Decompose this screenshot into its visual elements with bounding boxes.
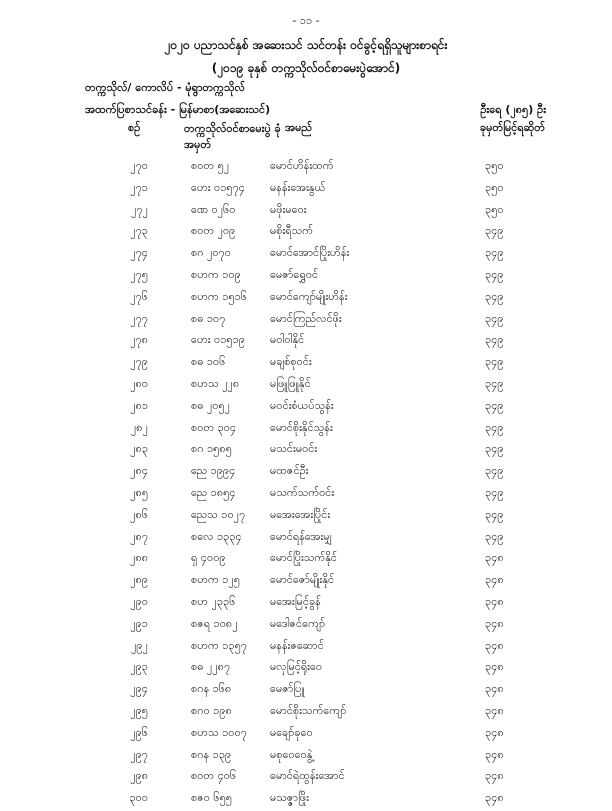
row-no: ၂၈၂ (130, 420, 148, 434)
row-name: မချော်ခုဝေ (270, 725, 313, 739)
row-name: မောင်ရန်အေးမျှ (270, 529, 332, 543)
course-line: အထက်ပြစာသင်ခန်း - မြန်မာစာ(အဆေးသင်) (85, 103, 271, 116)
row-roll-number: စဟသ ၁၀၀၇ (191, 725, 247, 739)
table-row (0, 789, 612, 811)
header-roll-number: တက္ကသိုလ်ဝင်စာမေးပွဲ ခုံအမှတ် (184, 122, 281, 151)
row-no: ၃၀၀ (129, 791, 148, 805)
row-roll-number: စဂ ၁၅၈၅ (191, 442, 232, 456)
row-score: ၃၄၉ (485, 507, 504, 521)
row-roll-number: စဓ ၂၂၈၇ (191, 660, 231, 674)
table-row (0, 310, 612, 332)
row-roll-number: စဂန ၁၆၈ (191, 682, 232, 696)
row-name: မသင်းမဝင်း (270, 442, 318, 456)
row-name: မေဇာ်ရွှေဝင် (270, 267, 319, 281)
row-name: မလှမြင့်ရိုးဝေ (270, 660, 323, 674)
row-score: ၃၄၉ (485, 485, 504, 499)
row-roll-number: ညေ ၁၉၉၄ (191, 464, 236, 478)
row-score: ၃၄၈ (485, 703, 504, 717)
row-name: မောင်ဇော်မျိုးနိုင် (270, 573, 335, 587)
header-score: ခုမှတ်မြင့်ရဆိုတ် (479, 121, 545, 134)
row-score: ၃၄၉ (485, 442, 504, 456)
row-score: ၃၄၈ (485, 660, 504, 674)
table-row (0, 157, 612, 179)
row-no: ၂၇၃ (130, 224, 148, 238)
table-row (0, 549, 612, 571)
row-name: မောင်ဟိန်းထက် (270, 159, 334, 172)
row-name: မဝါဝါနိုင် (270, 333, 305, 347)
table-row (0, 244, 612, 266)
document-subtitle: (၂၀၁၉ ခုနှစ် တက္ကသိုလ်ဝင်စာမေးပွဲအောင်) (211, 61, 401, 75)
table-row (0, 506, 612, 528)
row-score: ၃၄၉ (485, 398, 504, 412)
row-name: မနန်းအေးနွယ် (270, 180, 326, 194)
row-no: ၂၉၅ (130, 703, 148, 717)
table-row (0, 658, 612, 680)
row-roll-number: စဟက ၁၂၅ (191, 573, 240, 587)
row-name: မသဇ္ဇာဖြိုး (270, 791, 309, 805)
row-score: ၃၄၈ (485, 551, 504, 565)
document-title: ၂၀၂၀ ပညာသင်နှစ် အဆေးသင် သင်တန်း ဝင်ခွင့်ရရှိသူများစာရင်း (164, 38, 448, 52)
row-roll-number: စဓ ၁၀၇ (191, 311, 226, 325)
table-row (0, 680, 612, 702)
row-roll-number: ဏေ ၀၂၆၀ (191, 202, 236, 216)
row-name: မအေးအေးပြိုင်း (270, 507, 331, 521)
row-roll-number: စဟ ၂၃၃၆ (191, 594, 236, 608)
row-score: ၃၄၈ (485, 573, 504, 587)
table-row (0, 615, 612, 637)
row-roll-number: စဝတ ၅၂ (191, 159, 230, 172)
row-name: မောင်ကြည်လင်ဖိုး (270, 311, 342, 325)
table-row (0, 288, 612, 310)
table-row (0, 571, 612, 593)
row-name: မောင်ကျော်မျိုးဟိန်း (270, 289, 348, 303)
table-row (0, 179, 612, 201)
row-roll-number: စလေ ၁၃၃၄ (191, 529, 242, 543)
row-name: မောင်စိုးသက်ကျော် (270, 703, 347, 717)
row-score: ၃၄၉ (485, 420, 504, 434)
row-no: ၂၈၈ (130, 551, 148, 565)
table-row (0, 222, 612, 244)
row-name: မချစ်စုဝင်း (270, 355, 312, 369)
table-row (0, 724, 612, 746)
row-no: ၂၉၄ (130, 682, 148, 696)
table-row (0, 419, 612, 441)
row-score: ၃၄၈ (485, 682, 504, 696)
row-no: ၂၉၈ (130, 769, 148, 783)
row-no: ၂၉၀ (130, 594, 148, 608)
table-row (0, 397, 612, 419)
header-no: စဉ် (128, 121, 141, 134)
row-roll-number: စဇရ ၁၀၈၂ (191, 616, 238, 630)
row-roll-number: ရှ ၄၀၀၉ (191, 551, 226, 565)
row-no: ၂၉၇ (130, 747, 148, 761)
row-no: ၂၈၃ (130, 442, 148, 456)
row-score: ၃၅၀ (485, 202, 504, 216)
row-score: ၃၄၉ (485, 355, 504, 369)
row-name: မောင်ရဲထွန်းအောင် (270, 769, 345, 783)
row-roll-number: စဟက ၁၀၉ (191, 267, 241, 281)
row-score: ၃၄၈ (485, 594, 504, 608)
headcount: ဦးရေ (၂၈၅) ဦး (480, 103, 546, 116)
row-score: ၃၄၉ (485, 311, 504, 325)
row-roll-number: စဟက ၁၃၅၇ (191, 638, 247, 652)
row-score: ၃၄၉ (485, 376, 504, 390)
row-name: မစုဝေဝေနွဲ့ (270, 747, 313, 761)
row-score: ၃၄၉ (485, 267, 504, 281)
row-roll-number: စဂန ၁၃၉ (191, 747, 232, 761)
row-roll-number: ဟေး ၀၁၅၁၉ (191, 333, 245, 347)
row-name: မထဇင်ဦး (270, 464, 309, 478)
row-no: ၂၈၇ (130, 529, 148, 543)
row-no: ၂၇၈ (130, 333, 148, 347)
page-number: - ၁၁ - (292, 14, 320, 27)
row-score: ၃၄၉ (485, 289, 504, 303)
row-roll-number: စဝတ ၃၀၄ (191, 420, 237, 434)
row-roll-number: စဓ ၁၀၆ (191, 355, 226, 369)
table-row (0, 375, 612, 397)
row-score: ၃၄၈ (485, 769, 504, 783)
row-name: မအေးမြင့်ခွန် (270, 594, 321, 608)
table-row (0, 484, 612, 506)
table-row (0, 201, 612, 223)
row-score: ၃၄၈ (485, 725, 504, 739)
row-roll-number: ညေ ၁၈၅၄ (191, 485, 236, 499)
row-score: ၃၄၈ (485, 616, 504, 630)
row-score: ၃၄၉ (485, 246, 504, 260)
row-no: ၂၉၆ (130, 725, 148, 739)
row-no: ၂၈၉ (130, 573, 148, 587)
row-name: မေဇာ်ပြူ (270, 682, 305, 696)
row-no: ၂၈၁ (130, 398, 148, 412)
row-score: ၃၄၈ (485, 747, 504, 761)
table-row (0, 702, 612, 724)
row-no: ၂၇၉ (130, 355, 148, 369)
row-name: မောင်အောင်ပြိုးဟိန်း (270, 246, 350, 260)
row-roll-number: စဓ ၂၀၅၂ (191, 398, 231, 412)
row-roll-number: စဇ၀ ၆၅၅ (191, 791, 232, 805)
row-no: ၂၈၆ (130, 507, 148, 521)
row-name: မဝင်းစံယပ်သွန်း (270, 398, 334, 412)
row-no: ၂၇၀ (130, 159, 148, 172)
table-row (0, 353, 612, 375)
row-name: မဖိုးမဝေး (270, 202, 307, 216)
row-name: မောင်ပြိုးသက်နိုင် (270, 551, 337, 565)
row-roll-number: စဝတ ၄၀၆ (191, 769, 237, 783)
row-name: မောင်စိုးနိုင်သွန်း (270, 420, 333, 434)
row-no: ၂၇၂ (131, 202, 148, 216)
table-row (0, 266, 612, 288)
row-name: မဒေါဇင်ကျော် (270, 616, 326, 630)
row-no: ၂၉၂ (131, 638, 148, 652)
table-row (0, 440, 612, 462)
row-roll-number: စဟသ ၂၂၈ (191, 376, 240, 390)
row-name: မသက်သက်ဝင်း (270, 485, 335, 499)
row-score: ၃၄၉ (485, 464, 504, 478)
table-row (0, 637, 612, 659)
row-score: ၃၄၈ (485, 638, 504, 652)
row-roll-number: စဂ၀ ၁၉၈ (191, 703, 232, 717)
row-no: ၂၇၄ (130, 246, 148, 260)
row-name: မနန်းဇဆောင် (270, 638, 324, 652)
row-no: ၂၈၅ (130, 485, 148, 499)
row-no: ၂၇၁ (130, 180, 148, 194)
row-no: ၂၇၆ (130, 289, 148, 303)
row-no: ၂၇၅ (130, 267, 148, 281)
header-name: အမည် (285, 121, 313, 134)
table-row (0, 331, 612, 353)
table-row (0, 462, 612, 484)
row-score: ၃၅၀ (485, 180, 504, 194)
table-row (0, 528, 612, 550)
row-name: မစိုးရီသက် (270, 224, 313, 238)
row-name: မဖြူဖြူနိုင် (270, 376, 311, 390)
row-roll-number: ညေသ ၁၀၂၇ (191, 507, 246, 521)
row-score: ၃၄၉ (485, 333, 504, 347)
row-no: ၂၈၄ (130, 464, 148, 478)
table-row (0, 593, 612, 615)
table-header (0, 121, 612, 155)
row-no: ၂၉၃ (130, 660, 148, 674)
university-line: တက္ကသိုလ်/ ကောလိပ် - မုံရွာတက္ကသိုလ် (85, 81, 245, 94)
row-score: ၃၄၉ (485, 529, 504, 543)
row-score: ၃၅၀ (485, 159, 504, 172)
row-roll-number: စဂ ၂၀၇၀ (191, 246, 231, 260)
results-table (0, 157, 612, 811)
table-row (0, 767, 612, 789)
row-no: ၂၉၁ (130, 616, 148, 630)
row-score: ၃၄၈ (485, 791, 504, 805)
row-no: ၂၇၇ (130, 311, 148, 325)
row-score: ၃၄၉ (485, 224, 504, 238)
table-row (0, 746, 612, 768)
row-no: ၂၈၀ (130, 376, 148, 390)
row-roll-number: စဝတ ၂၀၉ (191, 224, 236, 238)
row-roll-number: ဟေး ၀၁၅၇၄ (191, 180, 245, 194)
row-roll-number: စဟက ၁၅၁၆ (191, 289, 247, 303)
